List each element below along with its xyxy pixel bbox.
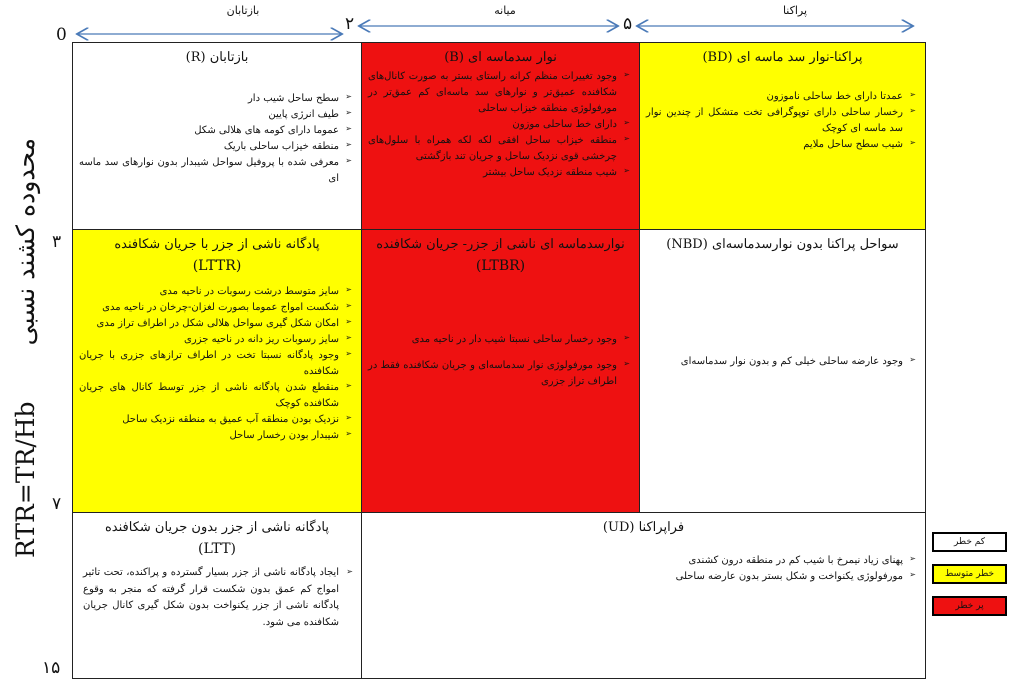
cell-ltt-title: پادگانه ناشی از جزر بدون جریان شکافنده bbox=[105, 520, 329, 535]
cell-bar-bullet: ➢ منطقه خیزاب ساحل افقی لکه لکه همراه با سلول‌های چرخشی قوی نزدیک ساحل و جریان تند بازگشتی bbox=[368, 133, 617, 165]
scale-tick-5: ۵ bbox=[623, 14, 633, 34]
cell-lttr-bullet: ➢ سایز متوسط درشت رسوبات در ناحیه مدی bbox=[79, 284, 339, 300]
header-label-reflective: بازتابان bbox=[226, 4, 260, 17]
cell-ltbr-code: (LTBR) bbox=[475, 258, 526, 275]
cell-bd-title: پراکنا-نوار سد ماسه ای (BD) bbox=[702, 50, 863, 65]
cell-reflective-title: بازتابان (R) bbox=[185, 50, 249, 65]
cell-ltt-text: ایجاد پادگانه ناشی از جزر بسیار گسترده و پراکنده، تحت تاثیر امواج کم عمق بدون شکست قرار گرفته که منجر به وقوع پادگانه ناشی از جزر یکنواخت بدون شکل گیری کانال جریان شکافنده می شود. bbox=[83, 567, 339, 628]
cell-bar-bullet: ➢ شیب منطقه نزدیک ساحل بیشتر bbox=[368, 165, 617, 181]
cell-lttr-bullet: ➢ شیبدار بودن رخسار ساحل bbox=[79, 428, 339, 444]
cell-lttr-bullet: ➢ امکان شکل گیری سواحل هلالی شکل در اطراف تراز مدی bbox=[79, 316, 339, 332]
cell-ltbr-bullet: ➢ وجود رخسار ساحلی نسبتا شیب دار در ناحیه مدی bbox=[368, 332, 617, 348]
scale-tick-2: ۲ bbox=[345, 14, 355, 34]
cell-ud-bullet: ➢ مورفولوژی یکنواخت و شکل بستر بدون عارضه ساحلی bbox=[368, 569, 903, 585]
cell-bar-bullet: ➢ وجود تغییرات منظم کرانه راستای بستر به صورت کانال‌های شکافنده عمیق‌تر و نوارهای سد ماسه‌ای کم عمق‌تر در مورفولوژی منطقه خیزاب ساحلی bbox=[368, 69, 617, 117]
cell-ltbr-bullet: ➢ وجود مورفولوژی نوار سدماسه‌ای و جریان شکافنده فقط در اطراف تراز جزری bbox=[368, 358, 617, 390]
header-label-intermediate: میانه bbox=[494, 4, 516, 17]
cell-lttr-bullet: ➢ نزدیک بودن منطقه آب عمیق به منطقه نزدیک ساحل bbox=[79, 412, 339, 428]
cell-bar-title: نوار سدماسه ای (B) bbox=[444, 50, 557, 65]
cell-lttr-bullet: ➢ شکست امواج عموما بصورت لغزان-چرخان در ناحیه مدی bbox=[79, 300, 339, 316]
cell-reflective-bullet: ➢ طیف انرژی پایین bbox=[79, 107, 339, 123]
legend-low-risk: کم خطر bbox=[932, 532, 1007, 552]
y-tick-15: ۱۵ bbox=[42, 658, 61, 678]
y-axis-title bbox=[3, 138, 47, 558]
cell-ud-bullet: ➢ پهنای زیاد نیمرخ با شیب کم در منطقه درون کشندی bbox=[368, 553, 903, 569]
legend-high-risk: پر خطر bbox=[932, 596, 1007, 616]
y-tick-7: ۷ bbox=[52, 494, 62, 514]
horizontal-scale-arrows bbox=[0, 0, 940, 48]
cell-lttr-bullet: ➢ سایز رسوبات ریز دانه در ناحیه جزری bbox=[79, 332, 339, 348]
cell-lttr-title: پادگانه ناشی از جزر با جریان شکافنده bbox=[114, 237, 320, 252]
cell-bar bbox=[361, 42, 640, 230]
cell-bd-bullet: ➢ عمدتا دارای خط ساحلی ناموزون bbox=[646, 89, 903, 105]
cell-barred-dissipative bbox=[639, 42, 926, 230]
cell-ltt-code: (LTT) bbox=[197, 541, 237, 558]
cell-ltbr-title: نوارسدماسه ای ناشی از جزر- جریان شکافنده bbox=[376, 237, 625, 252]
cell-reflective-bullet: ➢ معرفی شده با پروفیل سواحل شیبدار بدون نوارهای سد ماسه ای bbox=[79, 155, 339, 187]
cell-lttr-bullet: ➢ وجود پادگانه نسبتا تخت در اطراف ترازهای جزری با جریان شکافنده bbox=[79, 348, 339, 380]
cell-ud-title: فراپراکنا (UD) bbox=[602, 520, 685, 535]
cell-reflective-bullet: ➢ عموما دارای کومه های هلالی شکل bbox=[79, 123, 339, 139]
cell-lttr-bullet: ➢ منقطع شدن پادگانه ناشی از جزر توسط کانال های جریان شکافنده کوچک bbox=[79, 380, 339, 412]
cell-bd-bullet: ➢ رخسار ساحلی دارای توپوگرافی تخت متشکل از چندین نوار سد ماسه ای کوچک bbox=[646, 105, 903, 137]
cell-reflective-bullet: ➢ منطقه خیزاب ساحلی باریک bbox=[79, 139, 339, 155]
cell-nbd bbox=[639, 229, 926, 513]
bullet-arrow-icon: ➢ bbox=[346, 567, 353, 577]
y-axis-formula: RTR=TR/Hb bbox=[10, 401, 40, 558]
cell-bd-bullet: ➢ شیب سطح ساحل ملایم bbox=[646, 137, 903, 153]
cell-ltbr bbox=[361, 229, 640, 513]
header-label-dissipative: پراکنا bbox=[782, 4, 808, 17]
cell-lttr-code: (LTTR) bbox=[192, 258, 242, 275]
y-axis-title-text: محدوده کشند نسبی bbox=[10, 138, 40, 346]
cell-lttr bbox=[72, 229, 362, 513]
cell-reflective-bullet: ➢ سطح ساحل شیب دار bbox=[79, 91, 339, 107]
cell-reflective bbox=[72, 42, 362, 230]
scale-tick-0: 0 bbox=[56, 25, 67, 45]
cell-nbd-title: سواحل پراکنا بدون نوارسدماسه‌ای (NBD) bbox=[666, 237, 899, 252]
cell-ltt bbox=[72, 512, 362, 679]
cell-ud bbox=[361, 512, 926, 679]
legend-medium-risk: خطر متوسط bbox=[932, 564, 1007, 584]
y-tick-3: ۳ bbox=[52, 232, 62, 252]
cell-nbd-bullet: ➢ وجود عارضه ساحلی خیلی کم و بدون نوار سدماسه‌ای bbox=[646, 354, 903, 370]
cell-bar-bullet: ➢ دارای خط ساحلی موزون bbox=[368, 117, 617, 133]
